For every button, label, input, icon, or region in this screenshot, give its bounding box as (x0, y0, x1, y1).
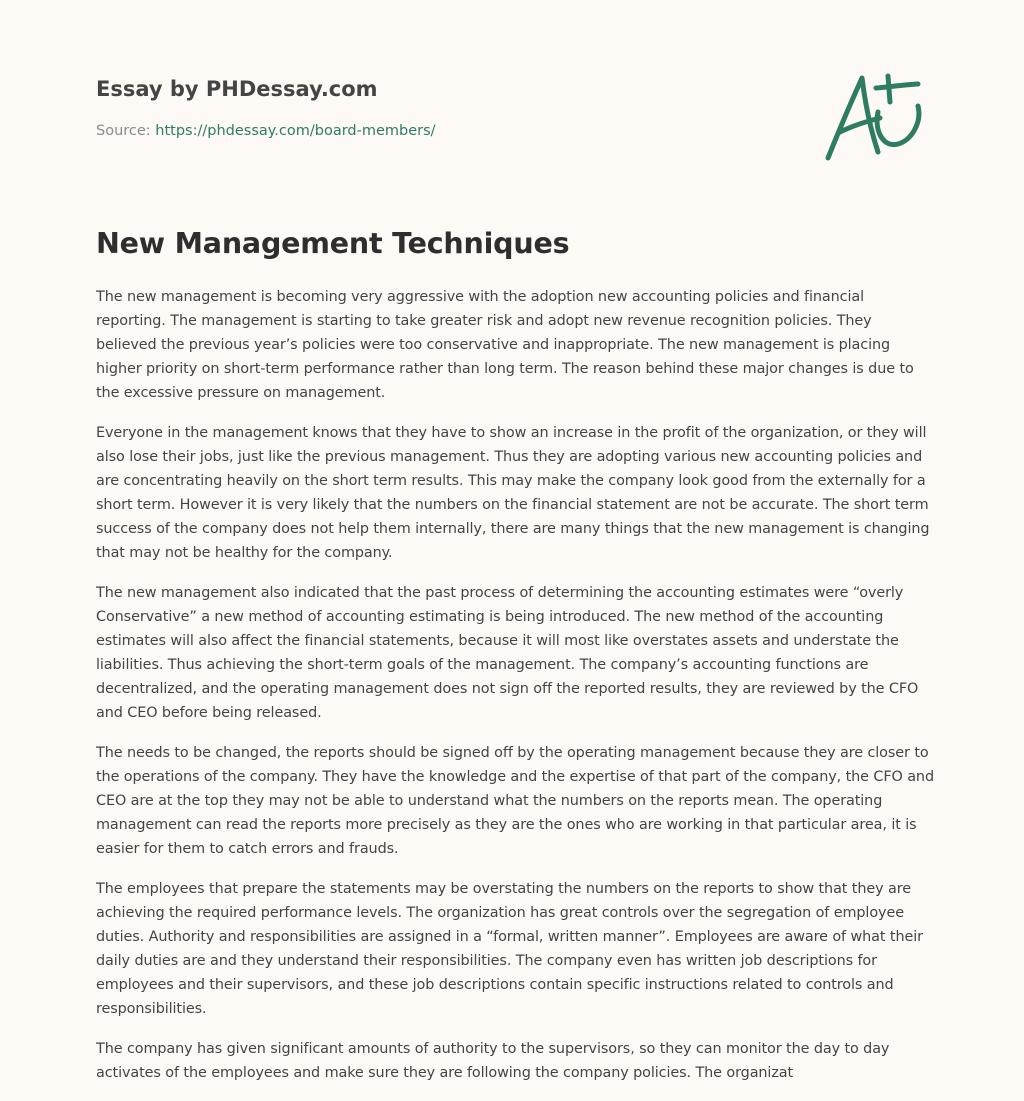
site-brand: Essay by PHDessay.com (96, 77, 378, 101)
essay-paragraph: The new management is becoming very aggressive with the adoption new accounting policies and financial reporting. The management is starting to take greater risk and adopt new revenue recognition policies. They believed the previous year’s policies were too conservative and inappropriate. The new management is placing higher priority on short-term performance rather than long term. The reason behind these major changes is due to the excessive pressure on management. (96, 289, 914, 401)
source-link[interactable]: https://phdessay.com/board-members/ (155, 123, 436, 139)
essay-body (96, 285, 934, 1101)
essay-paragraph: The employees that prepare the statements may be overstating the numbers on the reports to show that they are achieving the required performance levels. The organization has great controls over the segregation of employee duties. Authority and responsibilities are assigned in a “formal, written manner”. Employees are aware of what their daily duties are and they understand their responsibilities. The company even has written job descriptions for employees and their supervisors, and these job descriptions contain specific instructions related to controls and responsibilities. (96, 881, 923, 1017)
source-line (96, 121, 928, 141)
source-label: Source: (96, 123, 156, 139)
essay-paragraph: The new management also indicated that the past process of determining the accounting estimates were “overly Conservative” a new method of accounting estimating is being introduced. The new method of the accounting estimates will also affect the financial statements, because it will most like overstates assets and understate the liabilities. Thus achieving the short-term goals of the management. The company’s accounting functions are decentralized, and the operating management does not sign off the reported results, they are reviewed by the CFO and CEO before being released. (96, 585, 919, 721)
essay-paragraph: The company has given significant amounts of authority to the supervisors, so they can monitor the day to day activates of the employees and make sure they are following the company policies. The organizat (96, 1041, 890, 1081)
essay-header (96, 74, 928, 141)
essay-paragraph: The needs to be changed, the reports should be signed off by the operating management because they are closer to the operations of the company. They have the knowledge and the expertise of that part of the company, the CFO and CEO are at the top they may not be able to understand what the numbers on the reports mean. The operating management can read the reports more precisely as they are the ones who are working in that particular area, it is easier for them to catch errors and frauds. (96, 745, 934, 857)
essay-title: New Management Techniques (96, 227, 570, 260)
essay-paragraph: Everyone in the management knows that they have to show an increase in the profit of the organization, or they will also lose their jobs, just like the previous management. Thus they are adopting various new accounting policies and are concentrating heavily on the short term results. This may make the company look good from the externally for a short term. However it is very likely that the numbers on the financial statement are not be accurate. The short term success of the company does not help them internally, there are many things that the new management is changing that may not be healthy for the company. (96, 425, 930, 561)
a-plus-grade-icon (818, 66, 930, 166)
